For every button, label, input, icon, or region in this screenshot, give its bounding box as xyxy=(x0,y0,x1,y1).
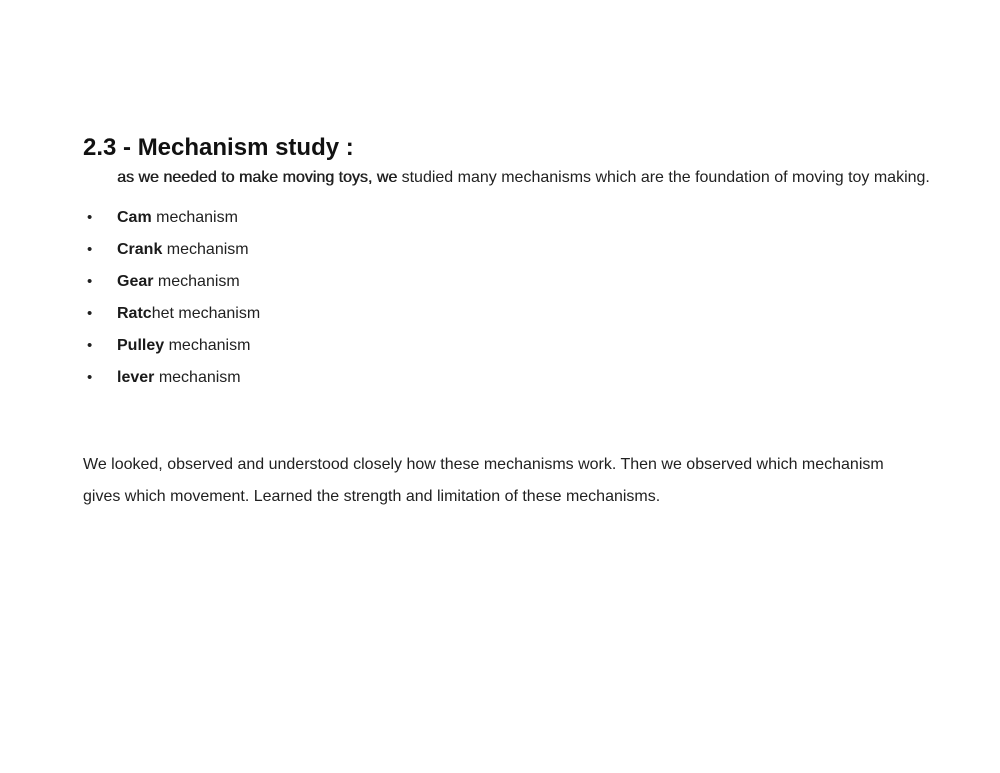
list-item-cam xyxy=(83,202,583,234)
bullet-icon: • xyxy=(87,305,93,322)
list-item-crank xyxy=(83,234,583,266)
mechanism-suffix: mechanism xyxy=(162,241,249,258)
mechanism-suffix: mechanism xyxy=(153,273,240,290)
mechanism-suffix: mechanism xyxy=(164,337,251,354)
mechanism-name: Cam xyxy=(117,209,152,226)
mechanism-name: Gear xyxy=(117,273,154,290)
bullet-icon: • xyxy=(87,241,93,258)
bullet-icon: • xyxy=(87,273,93,290)
section-heading: 2.3 - Mechanism study : xyxy=(83,134,354,162)
mechanism-suffix: mechanism xyxy=(151,209,238,226)
mechanism-list xyxy=(83,202,583,394)
bullet-icon: • xyxy=(87,369,93,386)
list-item-lever xyxy=(83,362,583,394)
mechanism-name: Crank xyxy=(117,241,163,258)
intro-rest-text: studied many mechanisms which are the foundation of moving toy making. xyxy=(397,169,930,186)
bullet-icon: • xyxy=(87,209,93,226)
mechanism-name: lever xyxy=(117,369,155,386)
intro-paragraph xyxy=(117,162,935,194)
closing-paragraph: We looked, observed and understood closely how these mechanisms work. Then we observed which mechanism gives which movement. Learned the strength and limitation of these mechanisms. xyxy=(83,456,884,505)
intro-lead-text: as we needed to make moving toys, we xyxy=(117,169,398,186)
list-item-gear xyxy=(83,266,583,298)
mechanism-suffix: het mechanism xyxy=(151,305,261,322)
bullet-icon: • xyxy=(87,337,93,354)
list-item-pulley xyxy=(83,330,583,362)
mechanism-name: Pulley xyxy=(117,337,165,354)
list-item-ratchet xyxy=(83,298,583,330)
mechanism-name: Ratc xyxy=(117,305,152,322)
mechanism-suffix: mechanism xyxy=(154,369,241,386)
